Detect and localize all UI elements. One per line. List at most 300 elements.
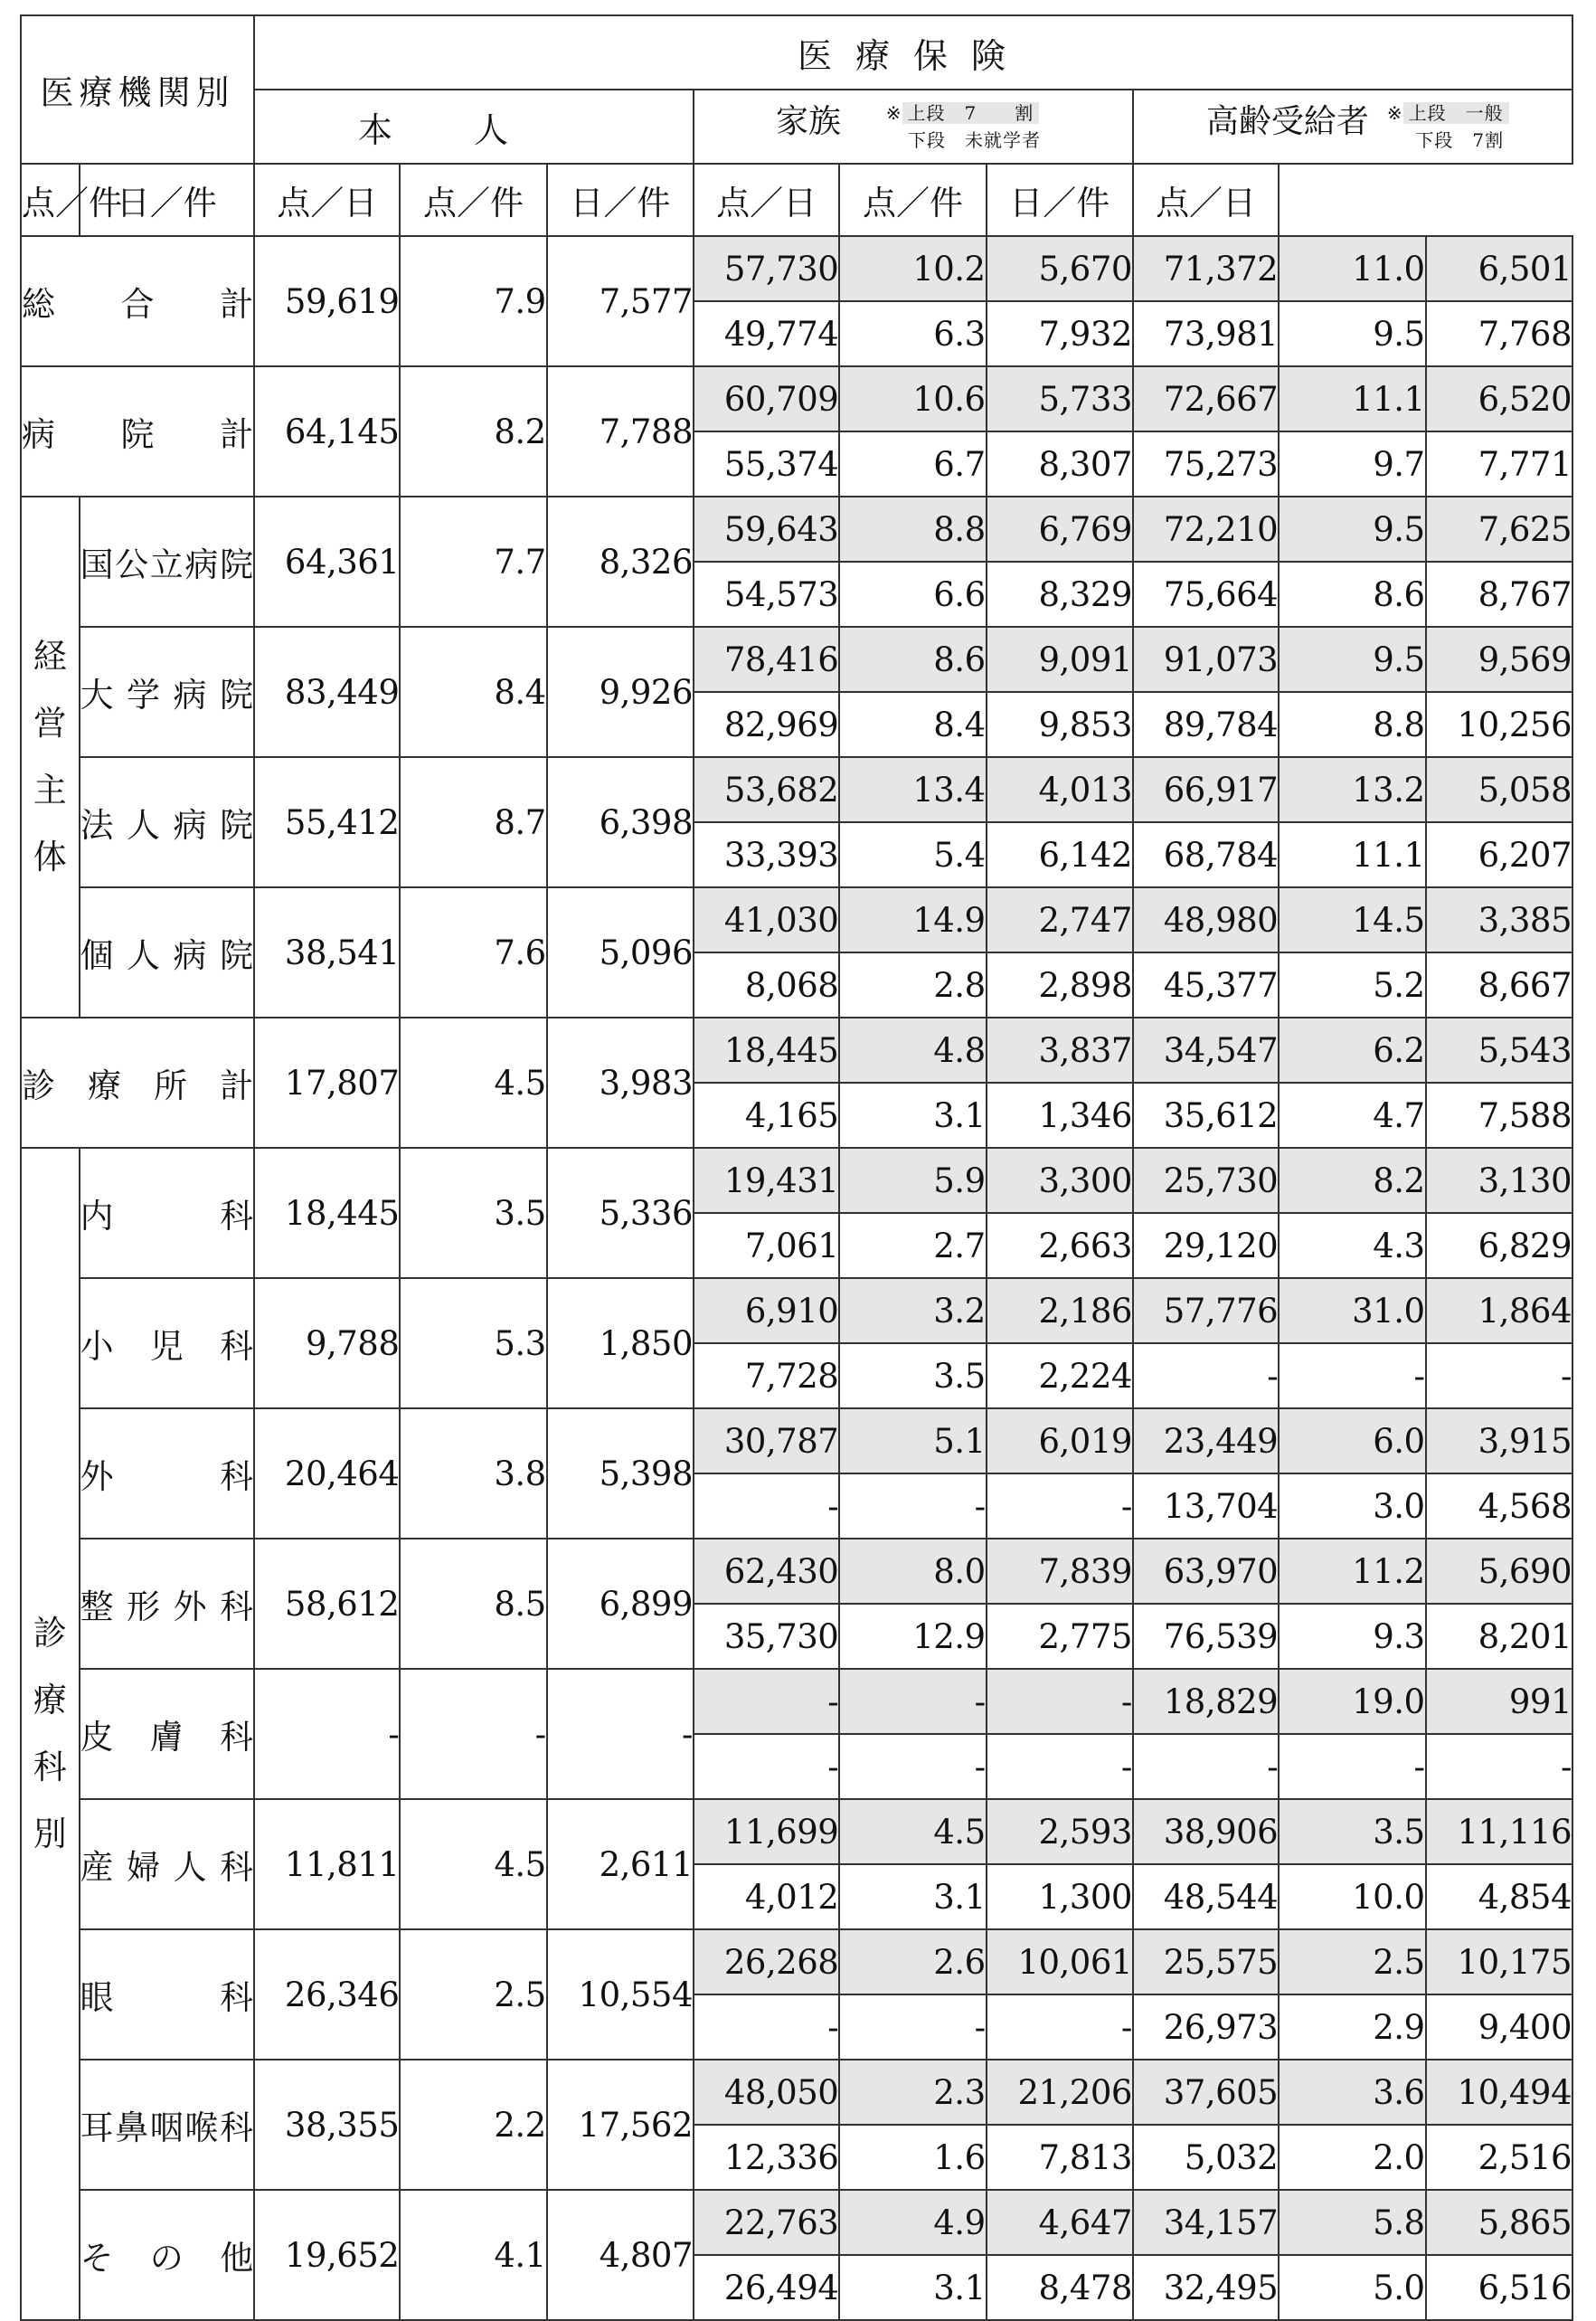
family-note-lower: 下段 未就学者 [908,129,1041,151]
honnin-value: 5,336 [547,1148,694,1278]
family-upper-value: 3,837 [987,1018,1133,1083]
family-lower-value: 4,165 [694,1083,839,1148]
family-upper-value: 4,647 [987,2190,1133,2255]
family-lower-value: 9,853 [987,692,1133,757]
table-row [21,887,1572,952]
honnin-value: 5,096 [547,887,694,1018]
elderly-lower-value: 7,768 [1426,301,1572,366]
elderly-lower-value: - [1279,1343,1425,1408]
family-header [694,90,1133,164]
honnin-value: 4.5 [400,1799,546,1929]
group-label-department-text: 診療科別 [33,1614,67,1853]
family-lower-value: 2.8 [839,952,986,1018]
table-body [21,236,1572,2320]
group-label-management [21,497,80,1018]
honnin-value: - [254,1669,400,1799]
medical-fee-table [20,14,1573,2321]
family-upper-value: - [694,1669,839,1734]
elderly-lower-value: 8,667 [1426,952,1572,1018]
elderly-upper-value: 6,520 [1426,366,1572,431]
elderly-lower-value: 7,771 [1426,431,1572,497]
elderly-lower-value: 4.3 [1279,1213,1425,1278]
elderly-lower-value: 2.9 [1279,1994,1425,2060]
table-row [21,1018,1572,1083]
elderly-upper-value: 991 [1426,1669,1572,1734]
elderly-upper-value: 9.5 [1279,627,1425,692]
family-upper-value: 53,682 [694,757,839,822]
insurance-header: 医療保険 [254,15,1572,90]
row-label: 眼科 [80,1929,255,2060]
family-lower-value: 55,374 [694,431,839,497]
family-lower-value: 3.1 [839,1083,986,1148]
family-lower-value: 4,012 [694,1864,839,1929]
elderly-upper-value: 71,372 [1133,236,1279,301]
honnin-value: 10,554 [547,1929,694,2060]
elderly-title: 高齢受給者 [1205,103,1369,140]
family-lower-value: 6.7 [839,431,986,497]
elderly-lower-value: 9.5 [1279,301,1425,366]
table-row [21,1539,1572,1604]
elderly-lower-value: 13,704 [1133,1473,1279,1539]
elderly-upper-value: 5.8 [1279,2190,1425,2255]
elderly-lower-value: 89,784 [1133,692,1279,757]
family-lower-value: 12.9 [839,1604,986,1669]
honnin-header: 本人 [254,90,694,164]
family-upper-value: - [987,1669,1133,1734]
table-row [21,366,1572,431]
elderly-upper-value: 37,605 [1133,2060,1279,2125]
family-upper-value: 11,699 [694,1799,839,1864]
family-upper-value: 8.6 [839,627,986,692]
institution-header: 医療機関別 [21,15,254,164]
honnin-value: 7.9 [400,236,546,366]
family-note-upper: 上段 7 割 [902,102,1040,124]
family-upper-value: 6,769 [987,497,1133,562]
honnin-value: - [400,1669,546,1799]
row-label: 個人病院 [80,887,255,1018]
family-lower-value: 7,813 [987,2125,1133,2190]
honnin-value: 9,926 [547,627,694,757]
elderly-upper-value: 91,073 [1133,627,1279,692]
family-lower-value: 2,775 [987,1604,1133,1669]
elderly-upper-value: 10,175 [1426,1929,1572,1994]
table-row [21,497,1572,562]
family-upper-value: 2,186 [987,1278,1133,1343]
elderly-upper-value: 11,116 [1426,1799,1572,1864]
family-upper-value: 13.4 [839,757,986,822]
group-label-management-text: 経営主体 [33,637,67,876]
elderly-upper-value: 11.0 [1279,236,1425,301]
elderly-upper-value: 38,906 [1133,1799,1279,1864]
honnin-value: 6,899 [547,1539,694,1669]
family-note-mark: ※ [885,102,902,124]
honnin-value: 8,326 [547,497,694,627]
elderly-note-lower: 下段 7割 [1415,129,1505,151]
family-upper-value: 9,091 [987,627,1133,692]
elderly-lower-value: 8.8 [1279,692,1425,757]
honnin-value: 8.4 [400,627,546,757]
family-upper-value: 62,430 [694,1539,839,1604]
row-label: 国公立病院 [80,497,255,627]
elderly-upper-value: 8.2 [1279,1148,1425,1213]
elderly-upper-value: 72,210 [1133,497,1279,562]
elderly-lower-value: 76,539 [1133,1604,1279,1669]
elderly-lower-value: 10.0 [1279,1864,1425,1929]
table-row [21,236,1572,301]
family-upper-value: 2.6 [839,1929,986,1994]
unit-header: 点／日 [254,164,400,236]
family-upper-value: 4,013 [987,757,1133,822]
table-row [21,757,1572,822]
family-upper-value: 78,416 [694,627,839,692]
family-lower-value: 1,300 [987,1864,1133,1929]
elderly-lower-value: 8.6 [1279,562,1425,627]
elderly-lower-value: 2.0 [1279,2125,1425,2190]
family-lower-value: 8,478 [987,2255,1133,2320]
table-row [21,1799,1572,1864]
family-title: 家族 [776,103,842,140]
elderly-lower-value: 4.7 [1279,1083,1425,1148]
family-upper-value: 2,747 [987,887,1133,952]
row-label: 耳鼻咽喉科 [80,2060,255,2190]
family-lower-value: - [694,1734,839,1799]
elderly-upper-value: 3.5 [1279,1799,1425,1864]
elderly-lower-value: - [1133,1734,1279,1799]
family-lower-value: 8,068 [694,952,839,1018]
row-label: 内科 [80,1148,255,1278]
elderly-upper-value: 25,730 [1133,1148,1279,1213]
table-row [21,2060,1572,2125]
unit-header: 点／件 [400,164,546,236]
family-upper-value: 30,787 [694,1408,839,1473]
honnin-value: 7.7 [400,497,546,627]
elderly-header [1133,90,1572,164]
elderly-lower-value: 32,495 [1133,2255,1279,2320]
family-lower-value: 8,329 [987,562,1133,627]
elderly-lower-value: 73,981 [1133,301,1279,366]
elderly-upper-value: 34,157 [1133,2190,1279,2255]
family-lower-value: 8,307 [987,431,1133,497]
honnin-value: 20,464 [254,1408,400,1539]
unit-header: 日／件 [80,164,255,236]
family-upper-value: 3,300 [987,1148,1133,1213]
family-lower-value: 6,142 [987,822,1133,887]
elderly-upper-value: 5,690 [1426,1539,1572,1604]
honnin-value: 7,577 [547,236,694,366]
elderly-upper-value: 6.2 [1279,1018,1425,1083]
honnin-value: 38,355 [254,2060,400,2190]
family-upper-value: 41,030 [694,887,839,952]
elderly-upper-value: 19.0 [1279,1669,1425,1734]
honnin-value: 7,788 [547,366,694,497]
elderly-upper-value: 3,130 [1426,1148,1572,1213]
family-lower-value: 2,898 [987,952,1133,1018]
family-lower-value: 6.6 [839,562,986,627]
table-row [21,1929,1572,1994]
elderly-lower-value: 45,377 [1133,952,1279,1018]
elderly-lower-value: 10,256 [1426,692,1572,757]
family-upper-value: 5.1 [839,1408,986,1473]
row-label: 外科 [80,1408,255,1539]
family-upper-value: 10.6 [839,366,986,431]
family-upper-value: 26,268 [694,1929,839,1994]
elderly-upper-value: 25,575 [1133,1929,1279,1994]
elderly-lower-value: 6,207 [1426,822,1572,887]
family-upper-value: 4.9 [839,2190,986,2255]
honnin-value: 4,807 [547,2190,694,2320]
elderly-lower-value: 26,973 [1133,1994,1279,2060]
honnin-value: 26,346 [254,1929,400,2060]
family-lower-value: - [987,1994,1133,2060]
elderly-upper-value: 57,776 [1133,1278,1279,1343]
honnin-value: 55,412 [254,757,400,887]
family-upper-value: 5,733 [987,366,1133,431]
family-upper-value: 19,431 [694,1148,839,1213]
row-label: 小児科 [80,1278,255,1408]
elderly-note-mark: ※ [1386,102,1403,124]
row-label: 皮膚科 [80,1669,255,1799]
family-note [884,99,1041,154]
elderly-upper-value: 5,865 [1426,2190,1572,2255]
honnin-value: 3.5 [400,1148,546,1278]
honnin-value: 64,361 [254,497,400,627]
family-lower-value: 49,774 [694,301,839,366]
family-upper-value: 10.2 [839,236,986,301]
elderly-upper-value: 14.5 [1279,887,1425,952]
honnin-value: 5.3 [400,1278,546,1408]
elderly-lower-value: 8,201 [1426,1604,1572,1669]
family-upper-value: 10,061 [987,1929,1133,1994]
family-lower-value: 1.6 [839,2125,986,2190]
family-lower-value: 2.7 [839,1213,986,1278]
row-label: 病院計 [21,366,254,497]
elderly-lower-value: 7,588 [1426,1083,1572,1148]
elderly-lower-value: 3.0 [1279,1473,1425,1539]
elderly-upper-value: 1,864 [1426,1278,1572,1343]
family-lower-value: 2,663 [987,1213,1133,1278]
elderly-lower-value: 75,664 [1133,562,1279,627]
row-label: その他 [80,2190,255,2320]
elderly-lower-value: 68,784 [1133,822,1279,887]
family-lower-value: 26,494 [694,2255,839,2320]
elderly-upper-value: 34,547 [1133,1018,1279,1083]
unit-header: 点／日 [1133,164,1279,236]
family-lower-value: - [987,1734,1133,1799]
unit-header: 点／件 [839,164,986,236]
elderly-upper-value: 72,667 [1133,366,1279,431]
family-upper-value: 7,839 [987,1539,1133,1604]
family-upper-value: 57,730 [694,236,839,301]
family-lower-value: - [839,1473,986,1539]
elderly-lower-value: 29,120 [1133,1213,1279,1278]
honnin-value: 2.2 [400,2060,546,2190]
elderly-upper-value: 31.0 [1279,1278,1425,1343]
family-lower-value: 82,969 [694,692,839,757]
elderly-upper-value: 13.2 [1279,757,1425,822]
family-upper-value: 14.9 [839,887,986,952]
elderly-lower-value: 6,829 [1426,1213,1572,1278]
row-label: 総合計 [21,236,254,366]
elderly-lower-value: 6,516 [1426,2255,1572,2320]
elderly-lower-value: 4,568 [1426,1473,1572,1539]
table-row [21,627,1572,692]
honnin-value: 4.1 [400,2190,546,2320]
elderly-upper-value: 7,625 [1426,497,1572,562]
family-upper-value: 59,643 [694,497,839,562]
row-label: 大学病院 [80,627,255,757]
group-label-department [21,1148,80,2320]
honnin-value: 8.5 [400,1539,546,1669]
family-upper-value: - [839,1669,986,1734]
honnin-value: 2,611 [547,1799,694,1929]
elderly-upper-value: 48,980 [1133,887,1279,952]
elderly-note [1387,99,1509,154]
table-row [21,1148,1572,1213]
family-lower-value: 35,730 [694,1604,839,1669]
honnin-value: 17,562 [547,2060,694,2190]
elderly-lower-value: - [1279,1734,1425,1799]
unit-header: 点／日 [694,164,839,236]
unit-header: 日／件 [987,164,1133,236]
honnin-value: 83,449 [254,627,400,757]
honnin-value: 5,398 [547,1408,694,1539]
elderly-lower-value: 11.1 [1279,822,1425,887]
honnin-value: 4.5 [400,1018,546,1148]
row-label: 法人病院 [80,757,255,887]
elderly-lower-value: 48,544 [1133,1864,1279,1929]
family-lower-value: - [694,1994,839,2060]
honnin-value: 6,398 [547,757,694,887]
honnin-value: 8.7 [400,757,546,887]
elderly-upper-value: 9.5 [1279,497,1425,562]
elderly-upper-value: 23,449 [1133,1408,1279,1473]
elderly-upper-value: 9,569 [1426,627,1572,692]
honnin-value: 9,788 [254,1278,400,1408]
elderly-lower-value: 2,516 [1426,2125,1572,2190]
honnin-value: 58,612 [254,1539,400,1669]
honnin-value: 59,619 [254,236,400,366]
family-lower-value: 3.1 [839,2255,986,2320]
family-upper-value: 5,670 [987,236,1133,301]
honnin-value: - [547,1669,694,1799]
elderly-lower-value: - [1133,1343,1279,1408]
honnin-value: 3,983 [547,1018,694,1148]
family-upper-value: 8.8 [839,497,986,562]
honnin-value: 11,811 [254,1799,400,1929]
honnin-value: 1,850 [547,1278,694,1408]
elderly-lower-value: 4,854 [1426,1864,1572,1929]
honnin-value: 38,541 [254,887,400,1018]
elderly-upper-value: 63,970 [1133,1539,1279,1604]
elderly-lower-value: 35,612 [1133,1083,1279,1148]
honnin-value: 7.6 [400,887,546,1018]
family-upper-value: 22,763 [694,2190,839,2255]
table-row [21,2190,1572,2255]
family-lower-value: - [839,1994,986,2060]
elderly-upper-value: 5,058 [1426,757,1572,822]
family-upper-value: 5.9 [839,1148,986,1213]
elderly-upper-value: 11.2 [1279,1539,1425,1604]
honnin-value: 8.2 [400,366,546,497]
elderly-note-upper: 上段 一般 [1403,102,1509,124]
family-upper-value: 2.3 [839,2060,986,2125]
family-lower-value: 1,346 [987,1083,1133,1148]
family-upper-value: 2,593 [987,1799,1133,1864]
family-lower-value: 33,393 [694,822,839,887]
family-lower-value: 5.4 [839,822,986,887]
family-upper-value: 60,709 [694,366,839,431]
row-label: 産婦人科 [80,1799,255,1929]
elderly-upper-value: 66,917 [1133,757,1279,822]
elderly-upper-value: 10,494 [1426,2060,1572,2125]
honnin-value: 64,145 [254,366,400,497]
family-upper-value: 48,050 [694,2060,839,2125]
unit-header: 点／件 [21,164,80,236]
elderly-upper-value: 3.6 [1279,2060,1425,2125]
table-row [21,1408,1572,1473]
family-lower-value: 2,224 [987,1343,1133,1408]
row-label: 診療所計 [21,1018,254,1148]
elderly-upper-value: 3,385 [1426,887,1572,952]
elderly-lower-value: - [1426,1343,1572,1408]
honnin-value: 2.5 [400,1929,546,2060]
family-lower-value: 12,336 [694,2125,839,2190]
honnin-value: 3.8 [400,1408,546,1539]
honnin-value: 17,807 [254,1018,400,1148]
table-row [21,1278,1572,1343]
family-lower-value: - [694,1473,839,1539]
elderly-upper-value: 3,915 [1426,1408,1572,1473]
honnin-value: 18,445 [254,1148,400,1278]
elderly-lower-value: 5.2 [1279,952,1425,1018]
family-lower-value: - [987,1473,1133,1539]
honnin-value: 19,652 [254,2190,400,2320]
family-upper-value: 21,206 [987,2060,1133,2125]
row-label: 整形外科 [80,1539,255,1669]
unit-header: 日／件 [547,164,694,236]
elderly-upper-value: 5,543 [1426,1018,1572,1083]
family-lower-value: 54,573 [694,562,839,627]
elderly-upper-value: 11.1 [1279,366,1425,431]
family-upper-value: 6,910 [694,1278,839,1343]
elderly-upper-value: 6,501 [1426,236,1572,301]
family-upper-value: 3.2 [839,1278,986,1343]
elderly-lower-value: 5.0 [1279,2255,1425,2320]
elderly-lower-value: 5,032 [1133,2125,1279,2190]
family-upper-value: 8.0 [839,1539,986,1604]
family-lower-value: 7,728 [694,1343,839,1408]
family-lower-value: 7,932 [987,301,1133,366]
family-lower-value: 3.1 [839,1864,986,1929]
family-lower-value: 7,061 [694,1213,839,1278]
elderly-upper-value: 6.0 [1279,1408,1425,1473]
family-upper-value: 18,445 [694,1018,839,1083]
table-container [20,14,1573,2321]
elderly-lower-value: 9.3 [1279,1604,1425,1669]
family-lower-value: 6.3 [839,301,986,366]
elderly-upper-value: 2.5 [1279,1929,1425,1994]
family-lower-value: 3.5 [839,1343,986,1408]
elderly-lower-value: 9.7 [1279,431,1425,497]
elderly-lower-value: - [1426,1734,1572,1799]
family-lower-value: 8.4 [839,692,986,757]
family-lower-value: - [839,1734,986,1799]
table-row [21,1669,1572,1734]
family-upper-value: 6,019 [987,1408,1133,1473]
family-upper-value: 4.5 [839,1799,986,1864]
elderly-upper-value: 18,829 [1133,1669,1279,1734]
elderly-lower-value: 75,273 [1133,431,1279,497]
